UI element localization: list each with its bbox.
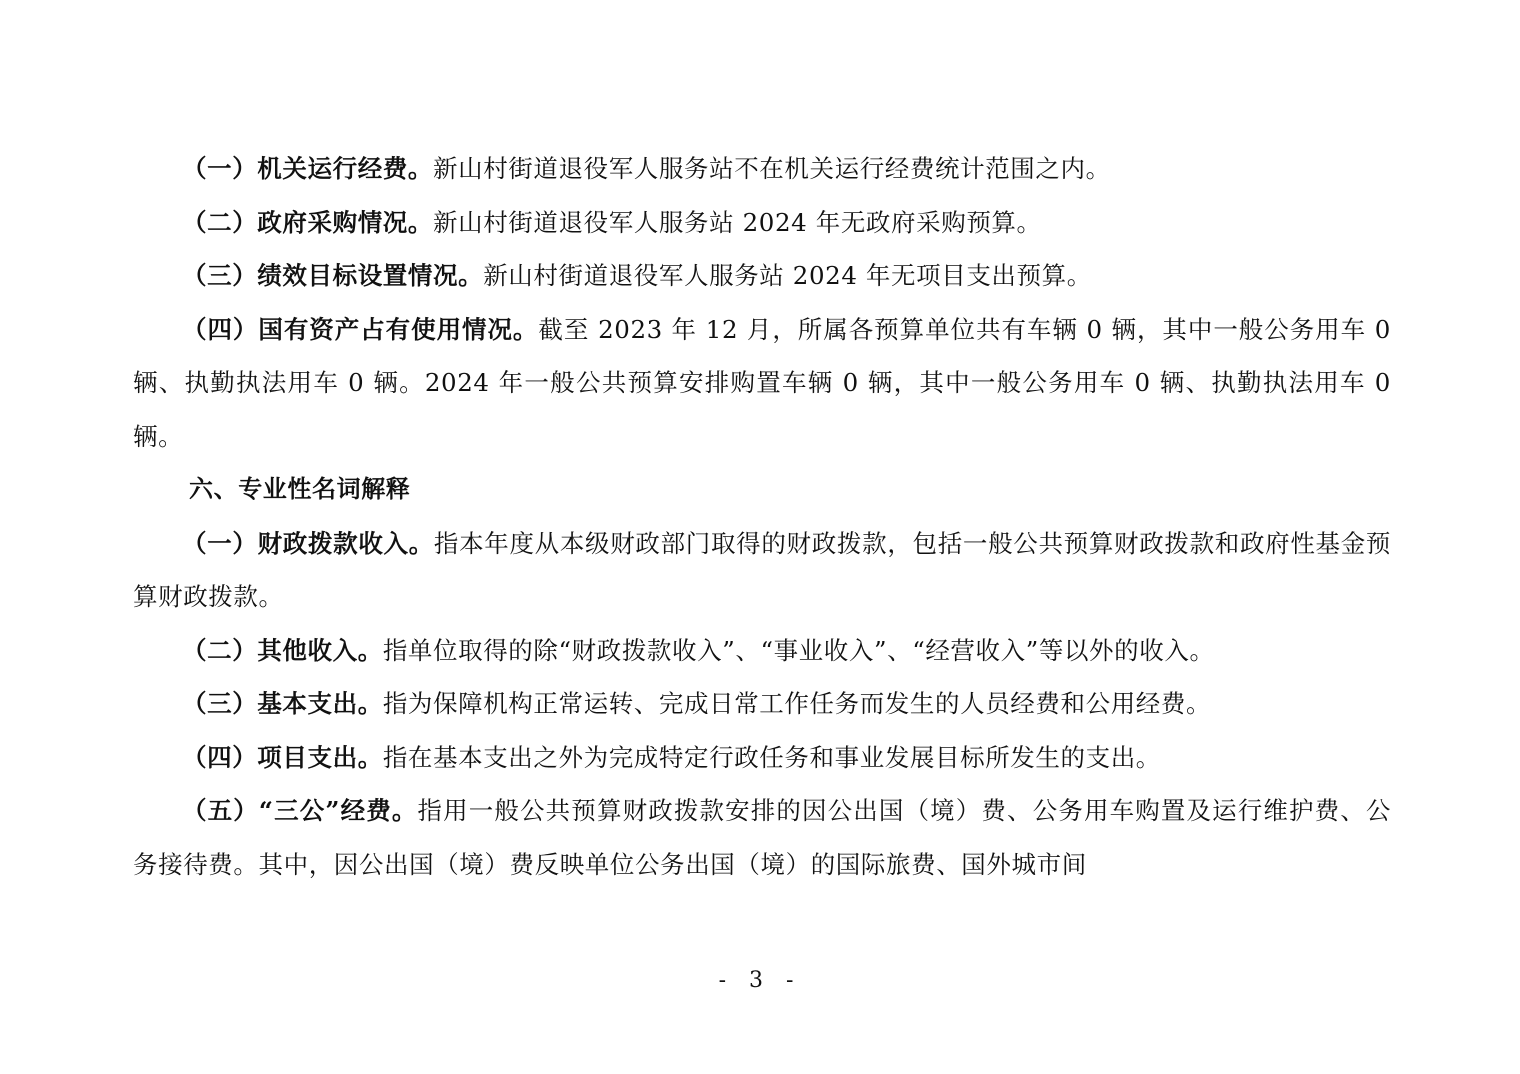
paragraph-lead: （四）国有资产占有使用情况。 — [182, 314, 539, 344]
definition-project-expenditure — [133, 731, 1391, 785]
definition-text: 指在基本支出之外为完成特定行政任务和事业发展目标所发生的支出。 — [382, 742, 1161, 772]
paragraph-government-procurement — [133, 196, 1391, 250]
definition-lead: （一）财政拨款收入。 — [182, 528, 434, 558]
definition-text: 指本年度从本级财政部门取得的财政拨款，包括一般公共预算财政拨款和政府性基金预算财政拨款。 — [133, 528, 1392, 611]
paragraph-text: 新山村街道退役军人服务站 2024 年无项目支出预算。 — [483, 261, 1092, 290]
definition-text: 指为保障机构正常运转、完成日常工作任务而发生的人员经费和公用经费。 — [382, 689, 1212, 718]
definition-text: 指用一般公共预算财政拨款安排的因公出国（境）费、公务用车购置及运行维护费、公务接待费。其中，因公出国（境）费反映单位公务出国（境）的国际旅费、国外城市间 — [133, 796, 1392, 879]
paragraph-operating-expenses — [133, 142, 1391, 196]
document-body — [133, 142, 1391, 891]
definition-text: 指单位取得的除“财政拨款收入”、“事业收入”、“经营收入”等以外的收入。 — [382, 635, 1215, 665]
paragraph-state-assets — [133, 303, 1391, 464]
paragraph-text: 新山村街道退役军人服务站不在机关运行经费统计范围之内。 — [433, 154, 1111, 183]
paragraph-lead: （三）绩效目标设置情况。 — [182, 261, 484, 290]
paragraph-performance-targets — [133, 249, 1391, 303]
definition-fiscal-appropriation-income — [133, 517, 1391, 624]
definition-three-public-expenses — [133, 784, 1391, 891]
paragraph-lead: （二）政府采购情况。 — [182, 207, 433, 237]
paragraph-text: 截至 2023 年 12 月，所属各预算单位共有车辆 0 辆，其中一般公务用车 0 辆、执勤执法用车 0 辆。2024 年一般公共预算安排购置车辆 0 辆，其中一般公务用车 0 辆、执勤执法用车 0 辆。 — [133, 314, 1391, 451]
paragraph-lead: （一）机关运行经费。 — [182, 154, 433, 183]
definition-basic-expenditure — [133, 677, 1391, 731]
definition-lead: （四）项目支出。 — [182, 742, 383, 772]
definition-lead: （二）其他收入。 — [182, 635, 383, 665]
definition-other-income — [133, 624, 1391, 678]
definition-lead: （三）基本支出。 — [182, 689, 383, 718]
paragraph-text: 新山村街道退役军人服务站 2024 年无政府采购预算。 — [433, 207, 1042, 237]
section-heading: 六、专业性名词解释 — [189, 475, 411, 503]
definition-lead: （五）“三公”经费。 — [182, 796, 418, 825]
page-number: - 3 - — [718, 968, 802, 993]
